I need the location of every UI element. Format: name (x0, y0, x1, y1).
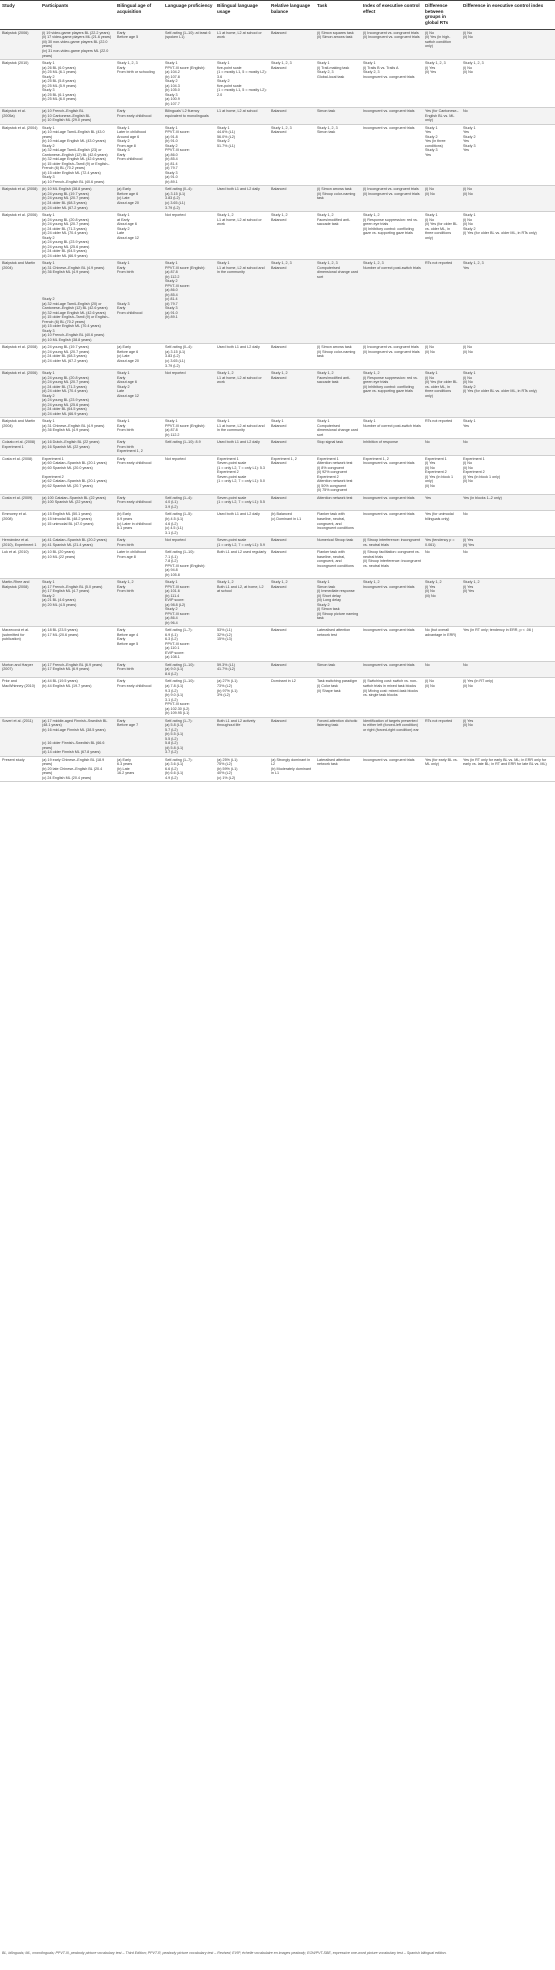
cell-language-usage: (a) 25% (L1) 75% (L2) (b) 59% (L1) 40% (L2) (c) 1% (L2) (215, 756, 269, 782)
cell-study: Bialystok et al. (2005a) (0, 108, 40, 125)
cell-participants: Study 1 (a) 31 Chinese–English BL (4.9 years) (b) 36 English ML (4.9 years) Study 2 (a) 32 mid-age Tamil–English (20) or Cantonese–English (12) BL (42.6 years) (b) 32 mid-age English ML (42.6 years) (c) 15 older English–Tamil (9) or English–French (6) BL (70.2 years) (d) 15 older English ML (70.4 years) Study 3 (a) 10 French–English BL (40.6 years) (b) 10 ML English (38.8 years) (40, 260, 115, 344)
cell-language-usage: L1 at home, L2 at school or work (215, 29, 269, 59)
cell-language-proficiency: Not reported (163, 212, 215, 260)
cell-executive-control-difference: Yes (in RT only for early BL vs. ML; in ERR only for early vs. late BL; in RT and ERR for late BL vs. ML) (461, 756, 555, 782)
cell-task: Study 1, 2 Faces/modified anti-saccade task (315, 212, 361, 260)
cell-executive-control-difference: Study 1, 2, 3 (i) No (ii) No (461, 60, 555, 108)
cell-language-usage: Used both L1 and L2 daily (215, 511, 269, 537)
cell-study: Emmorey et al. (2008) (0, 511, 40, 537)
cell-participants: (a) 18 BL (23.5 years) (b) 17 ML (20.6 years) (40, 627, 115, 662)
cell-executive-control-difference: Study 1 (i) No (ii) No Study 2 (i) Yes (for older BL vs. older ML, in RTs only) (461, 212, 555, 260)
table-body (0, 29, 555, 781)
cell-executive-control-index: Incongruent vs. congruent trials (361, 511, 423, 537)
cell-global-rt-difference: (i) No (ii) Yes (in high-switch condition only) (423, 29, 461, 59)
cell-executive-control-index: Study 1, 2 (i) Response suppression: red vs. green eye trials (ii) Inhibitory control: conflicting gaze vs. supporting gaze trials (361, 212, 423, 260)
cell-global-rt-difference: Yes (tendency p = 0.061) (423, 537, 461, 549)
cell-global-rt-difference: Yes (for Cantonese–English BL vs. ML only) (423, 108, 461, 125)
cell-language-balance: Balanced (269, 549, 315, 579)
cell-executive-control-difference: No (461, 661, 555, 678)
cell-task: Stop signal task (315, 439, 361, 456)
cell-executive-control-difference: (i) Yes (in RT only) (ii) No (461, 678, 555, 717)
header-executive-control-difference: Difference in executive control index (461, 1, 555, 30)
cell-language-usage: Study 1, 2 L1 at home, L2 at school or work (215, 370, 269, 418)
cell-age-of-acquisition: Study 1 at Early About age 6 Study 2 Late About age 12 (115, 212, 163, 260)
cell-study: Bialystok et al. (2006) (0, 370, 40, 418)
table-row (0, 678, 555, 717)
cell-executive-control-difference: Yes (in RT only; tendency in ERR, p < .06 ) (461, 627, 555, 662)
cell-participants: (a) 24 young BL (19.7 years) (b) 24 young ML (20.7 years) (c) 24 older BL (68.3 years) (d) 24 older ML (67.2 years) (40, 344, 115, 370)
studies-table (0, 0, 555, 782)
cell-language-balance: Balanced (269, 661, 315, 678)
cell-task: (i) Simon arrows task (ii) Stroop color-naming task (315, 344, 361, 370)
cell-participants: (a) 16 Dutch–English BL (22 years) (b) 16 Spanish ML (22 years) (40, 439, 115, 456)
cell-task: Lateralised attention network task (315, 756, 361, 782)
cell-language-proficiency: Self-rating (1–10): 7.1 (L1) 7.8 (L2) PPVT-III score (English): (a) 94.8 (b) 105.8 (163, 549, 215, 579)
cell-participants: (a) 15 English ML (50.1 years) (b) 15 bimodal BL (48.2 years) (c) 15 unimodal BL (47.0 years) (40, 511, 115, 537)
cell-executive-control-index: Identification of targets presented to either left (forced-left condition) or right (forced-right condition) ear (361, 717, 423, 756)
cell-language-proficiency: Self-rating (1–10): at least 6 (spoken L1) (163, 29, 215, 59)
cell-language-usage: Study 1 five-point scale (1 = mostly L1, 5 = mostly L2): 3.6 Study 2 five-point scale (1 = mostly L1, 5 = mostly L2): 2.0 (215, 60, 269, 108)
table-row (0, 549, 555, 579)
cell-language-balance: Study 1 Balanced (269, 418, 315, 439)
cell-study: Soveri et al. (2011) (0, 717, 40, 756)
cell-global-rt-difference: (i) No (ii) No (423, 344, 461, 370)
cell-task: (i) Simon squares task (ii) Simon arrows task (315, 29, 361, 59)
table-row (0, 717, 555, 756)
cell-executive-control-index: Incongruent vs. congruent trials (361, 124, 423, 186)
cell-language-balance: Dominant in L2 (269, 678, 315, 717)
cell-study: Marzecová et al. (submitted for publication) (0, 627, 40, 662)
cell-participants: (a) 17 French–English BL (6.9 years) (b) 17 English ML (6.9 years) (40, 661, 115, 678)
cell-global-rt-difference: No (but overall advantage in ERR) (423, 627, 461, 662)
table-footnote: BL, bilinguals; ML, monolinguals; PPVT-III, peabody picture vocabulary test – Third Edition; PPVT-R, peabody picture vocabulary test – Revised; EVIP, échelle vocabulaire en images peabody; EOWPVT-SBE, expressive one-word picture vocabulary test – Spanish bilingual edition. (2, 1951, 447, 1955)
cell-language-proficiency: Self-rating (1–7): 6.9 (L1) 6.3 (L2) PPVT-III score: (a) 110.1 EVIP score: (a) 108.1 (163, 627, 215, 662)
cell-language-usage: Seven-point scale (1 = only L2, 7 = only L1): 5.5 (215, 494, 269, 511)
cell-participants: (a) 100 Catalan–Spanish BL (22 years) (b) 100 Spanish ML (22 years) (40, 494, 115, 511)
cell-global-rt-difference: RTs not reported (423, 418, 461, 439)
header-language-proficiency: Language proficiency (163, 1, 215, 30)
cell-participants: (a) 17 middle-aged Finnish–Swedish BL (48.1 years) (b) 16 mid-age Finnish ML (38.5 years) (c) 16 older Finnish–Swedish BL (66.6 years) (d) 14 older Finnish ML (67.8 years) (40, 717, 115, 756)
cell-study: Colzato et al. (2008) Experiment 1 (0, 439, 40, 456)
cell-task: Simon task (315, 661, 361, 678)
cell-executive-control-index: (i) Stroop interference: incongruent vs. neutral trials (361, 537, 423, 549)
cell-age-of-acquisition: Early Before age 4 Early Before age 5 (115, 627, 163, 662)
cell-language-proficiency: Self-rating (1–7): (a) 5.8 (L1) 5.7 (L2) (b) 5.5 (L1) 5.5 (L2) 5.8 (L2) (d) 5.8 (L1) 3.7 (L2) (163, 717, 215, 756)
cell-language-usage: (a) 27% (L1) 73% (L2) (b) 97% (L1) 3% (L2) (215, 678, 269, 717)
cell-task: Lateralised attention network test (315, 627, 361, 662)
cell-global-rt-difference: Study 1, 2 (i) Yes (ii) No (iii) No (423, 579, 461, 627)
cell-executive-control-difference: Study 1 Yes Study 2 Yes Study 3 Yes (461, 124, 555, 186)
cell-task: (i) Simon arrows task (ii) Stroop color-naming task (315, 186, 361, 212)
cell-global-rt-difference: RTs not reported (423, 717, 461, 756)
cell-participants: (i) 19 video-game players BL (22.2 years) (ii) 17 video-game players ML (21.6 years) (iii) 30 non-video-game players BL (22.0 years) (iv) 31 non-video-game players ML (22.0 years) (40, 29, 115, 59)
cell-language-usage: Used both L1 and L2 daily (215, 439, 269, 456)
cell-task: Study 1, 2, 3 Computerised dimensional change card sort (315, 260, 361, 344)
cell-language-usage: Experiment 1 Seven-point scale (1 = only L2, 7 = only L1): 5.3 Experiment 2 Seven-point scale (1 = only L2, 7 = only L1): 5.0 (215, 455, 269, 494)
table-row (0, 108, 555, 125)
cell-task: Experiment 1 Attention network test (i) 8% congruent (ii) 92% congruent Experiment 2 Attention network test (i) 50% congruent (ii) 75% congruent (315, 455, 361, 494)
cell-study: Martin-Rhee and Bialystok (2008) (0, 579, 40, 627)
cell-executive-control-difference: Study 1, 2, 3 Yes (461, 260, 555, 344)
cell-language-proficiency: Study 1 PPVT-III score (English): (a) 87.8 (b) 112.2 Study 2 PPVT-III score: (a) 86.0 (b) 85.4 (c) 81.4 (d) 79.7 Study 3 (a) 91.0 (b) 89.1 (163, 260, 215, 344)
cell-global-rt-difference: Study 1 (i) No (ii) Yes (for older BL vs. older ML, in three conditions only) (423, 212, 461, 260)
table-row (0, 494, 555, 511)
cell-executive-control-index: Incongruent vs. congruent trials (361, 494, 423, 511)
cell-study: Bialystok (2006) (0, 29, 40, 59)
table-row (0, 579, 555, 627)
header-task: Task (315, 1, 361, 30)
cell-executive-control-difference: Yes (in blocks 1–2 only) (461, 494, 555, 511)
cell-language-usage: L1 at home, L2 at school (215, 108, 269, 125)
header-study: Study (0, 1, 40, 30)
header-participants: Participants (40, 1, 115, 30)
cell-language-balance: Balanced (269, 627, 315, 662)
cell-global-rt-difference: Experiment 1 (i) Yes (ii) No Experiment 2 (i) Yes (in block 1 only) (ii) No (423, 455, 461, 494)
cell-executive-control-difference: No (461, 511, 555, 537)
cell-study: Bialystok and Martin (2004) (0, 418, 40, 439)
cell-participants: (a) 10 French–English BL (b) 10 Cantonese–English BL (c) 10 English ML (29.0 years) (40, 108, 115, 125)
cell-age-of-acquisition: Study 1 Later in childhood Around age 6 Study 2 From age 8 Study 3 Early From childhood (115, 124, 163, 186)
cell-language-usage: Both L1 and L2 used regularly (215, 549, 269, 579)
cell-participants: (a) 10 BL (20 years) (b) 10 ML (22 years) (40, 549, 115, 579)
table-row (0, 60, 555, 108)
cell-language-usage: Study 1 L1 at home, L2 at school and in the community (215, 260, 269, 344)
cell-study: Present study (0, 756, 40, 782)
cell-age-of-acquisition: Early From early childhood (115, 678, 163, 717)
cell-language-usage: 53% (L1) 32% (L2) 15% (L3) (215, 627, 269, 662)
cell-task: Attention network test (315, 494, 361, 511)
table-row (0, 511, 555, 537)
cell-executive-control-difference: (i) No (ii) No (461, 186, 555, 212)
cell-language-proficiency: Self-rating (1–5): (b) 4.5 (L1) 4.6 (L2) (c) 4.5 (L1) 3.1 (L2) (163, 511, 215, 537)
table-row (0, 370, 555, 418)
cell-global-rt-difference: RTs not reported (423, 260, 461, 344)
cell-language-balance: Balanced (269, 108, 315, 125)
cell-participants: Study 1 (a) 24 young BL (20.8 years) (b) 24 young ML (20.7 years) (c) 24 older BL (71.3 years) (d) 24 older ML (70.4 years) Study 2 (a) 24 young BL (23.9 years) (b) 24 young ML (25.6 years) (c) 24 older BL (64.5 years) (d) 24 older ML (66.9 years) (40, 370, 115, 418)
cell-global-rt-difference: Yes (for early BL vs. ML only) (423, 756, 461, 782)
cell-language-proficiency: Study 1 PPVT-III score: (a) 91.8 (b) 91.0 Study 2 PPVT-III score: (a) 86.0 (b) 85.4 (c) 81.4 (d) 79.7 Study 3 (a) 91.0 (b) 89.1 (163, 124, 215, 186)
cell-language-balance: (a) Strongly dominant in L2 (b) Moderately dominant in L1 (269, 756, 315, 782)
cell-global-rt-difference: No (423, 549, 461, 579)
cell-language-balance: Study 1, 2 Balanced (269, 579, 315, 627)
cell-language-balance: Balanced (269, 717, 315, 756)
table-header-row (0, 1, 555, 30)
cell-participants: (a) 19 early Chinese–English BL (18.9 years) (b) 20 late Chinese–English BL (20.4 years) (c) 24 English ML (20.4 years) (40, 756, 115, 782)
cell-participants: (a) 44 BL (19.5 years) (b) 44 English ML (19.7 years) (40, 678, 115, 717)
table-row (0, 661, 555, 678)
cell-study: Costa et al. (2009) (0, 494, 40, 511)
cell-executive-control-difference: (i) No (ii) No (461, 29, 555, 59)
cell-global-rt-difference: Study 1 Yes Study 2 Yes (in three conditions) Study 3 Yes (423, 124, 461, 186)
cell-study: Hernández et al. (2010), Experiment 1 (0, 537, 40, 549)
cell-executive-control-index: Study 1, 2, 3 Number of correct post-switch trials (361, 260, 423, 344)
cell-study: Bialystok and Martin (2004) (0, 260, 40, 344)
cell-participants: Study 1 (a) 31 Chinese–English BL (4.9 years) (b) 36 English ML (4.9 years) (40, 418, 115, 439)
cell-language-proficiency: Self-rating (1–7): (a) 3.6 (L1) 6.6 (L2) (b) 6.6 (L1) 4.9 (L2) (163, 756, 215, 782)
cell-language-proficiency: Self-rating (1–10): 8.9 (163, 439, 215, 456)
table-row (0, 627, 555, 662)
cell-language-balance: Balanced (269, 186, 315, 212)
table-row (0, 212, 555, 260)
cell-executive-control-index: Incongruent vs. congruent trials (361, 661, 423, 678)
cell-language-usage: Used both L1 and L2 daily (215, 344, 269, 370)
cell-global-rt-difference: No (423, 661, 461, 678)
cell-global-rt-difference: No (423, 439, 461, 456)
cell-executive-control-index: Study 1, 2 Incongruent vs. congruent trials (361, 579, 423, 627)
cell-language-balance: (b) Balanced (c) Dominant in L1 (269, 511, 315, 537)
cell-age-of-acquisition: Study 1, 2 Early From birth (115, 579, 163, 627)
cell-language-balance: Study 1, 2 Balanced (269, 212, 315, 260)
table-row (0, 455, 555, 494)
cell-language-proficiency: Study 1 PPVT-III score (English): (a) 87.8 (b) 112.2 (163, 418, 215, 439)
cell-age-of-acquisition: Early From birth (115, 661, 163, 678)
cell-study: Bialystok et al. (2004) (0, 124, 40, 186)
cell-language-proficiency: Self-rating (0–4): (a) 3.15 (L1) 3.83 (L2) (c) 3.65 (L1) 3.79 (L2) (163, 186, 215, 212)
header-language-balance: Relative language balance (269, 1, 315, 30)
cell-executive-control-index: Study 1 Number of correct post-switch trials (361, 418, 423, 439)
cell-language-balance: Study 1, 2, 3 Balanced (269, 124, 315, 186)
cell-language-proficiency: Self-rating (1–4): 4.0 (L1) 3.9 (L2) (163, 494, 215, 511)
cell-age-of-acquisition: Early From birth (115, 537, 163, 549)
table-row (0, 260, 555, 344)
cell-task: Study 1 Simon task (i) Immediate response (ii) Short delay (iii) Long delay Study 2 (i) Simon task (ii) Stroop picture naming task (315, 579, 361, 627)
cell-task: Study 1 Computerised dimensional change card sort (315, 418, 361, 439)
header-age-of-acquisition: Bilingual age of acquisition (115, 1, 163, 30)
cell-age-of-acquisition: (b) Early 0.9 years (c) Later in childhood 6.1 years (115, 511, 163, 537)
cell-language-proficiency: Self-rating (0–4): (a) 3.15 (L1) 3.83 (L2) (c) 3.65 (L1) 3.79 (L2) (163, 344, 215, 370)
cell-age-of-acquisition: (a) Early 6.3 years (b) Late 16.2 years (115, 756, 163, 782)
cell-language-usage: Study 1, 2 L1 at home, L2 at school or work (215, 212, 269, 260)
cell-language-balance: Balanced (269, 494, 315, 511)
cell-language-usage: Study 1 44.6% (L1) 56.0% (L2) Study 2 51.7% (L1) (215, 124, 269, 186)
cell-global-rt-difference: (i) No (ii) No (423, 678, 461, 717)
cell-task: Forced-attention dichotic listening task (315, 717, 361, 756)
cell-executive-control-difference: Study 1, 2 (i) Yes (ii) Yes (461, 579, 555, 627)
cell-age-of-acquisition: Early From early childhood (115, 108, 163, 125)
cell-language-balance: Balanced (269, 439, 315, 456)
cell-age-of-acquisition: Early From early childhood (115, 455, 163, 494)
cell-executive-control-index: Incongruent vs. congruent trials (361, 627, 423, 662)
cell-language-balance: Study 1, 2, 3 Balanced (269, 260, 315, 344)
cell-language-balance: Balanced (269, 344, 315, 370)
cell-participants: Experiment 1 (a) 60 Catalan–Spanish BL (20.1 years) (b) 60 Spanish ML (20.0 years) Experiment 2 (a) 62 Catalan–Spanish BL (20.1 years) (b) 62 Spanish ML (20.7 years) (40, 455, 115, 494)
cell-language-proficiency: Study 1 PPVT-III score: (a) 101.6 (b) 111.4 EVIP score: (a) 98.8 (L2) Study 2 PPVT-III score: (a) 86.4 (b) 96.4 (163, 579, 215, 627)
cell-study: Bialystok et al. (2008) (0, 344, 40, 370)
cell-executive-control-difference: Study 1 Yes (461, 418, 555, 439)
cell-executive-control-difference: Study 1 (i) No (ii) No Study 2 (i) Yes (for older BL vs. older ML, in RTs only) (461, 370, 555, 418)
cell-participants: (b) 10 ML English (38.8 years) (a) 24 young BL (19.7 years) (b) 24 young ML (20.7 years) (c) 24 older BL (68.3 years) (d) 24 older ML (67.2 years) (40, 186, 115, 212)
cell-global-rt-difference: Yes (423, 494, 461, 511)
cell-language-usage: Both L1 and L2 actively throughout life (215, 717, 269, 756)
cell-task: Numerical Stroop task (315, 537, 361, 549)
cell-participants: Study 1 (a) 26 BL (6.0 years) (b) 25 ML (6.1 years) Study 2 (a) 25 BL (5.8 years) (b) 25 ML (5.9 years) Study 3 (a) 25 BL (6.1 years) (b) 25 ML (6.0 years) (40, 60, 115, 108)
cell-participants: Study 1 (a) 17 French–English BL (5.0 years) (b) 17 English ML (4.7 years) Study 2 (a) 21 BL (4.6 years) (b) 20 ML (4.5 years) (40, 579, 115, 627)
cell-participants: Study 1 (a) 10 mid-age Tamil–English BL (43.0 years) (b) 10 mid-age English ML (43.0 years) Study 2 (a) 32 mid-age Tamil–English (23) or Cantonese–English (12) BL (42.6 years) (b) 32 mid-age English ML (42.6 years) (c) 15 older English–Tamil (9) or English–French (6) BL (70.2 years) (d) 15 older English ML (72.4 years) Study 3 (a) 10 French–English BL (40.6 years) (40, 124, 115, 186)
cell-task: Flanker task with baseline, neutral, congruent, and incongruent conditions (315, 511, 361, 537)
cell-language-usage: Study 1, 2 Both L1 and L2, at home, L2 at school (215, 579, 269, 627)
cell-study: Bialystok et al. (2008) (0, 186, 40, 212)
cell-language-balance: Experiment 1, 2 Balanced (269, 455, 315, 494)
cell-executive-control-index: Incongruent vs. congruent trials (361, 756, 423, 782)
cell-language-proficiency: Not reported (163, 537, 215, 549)
cell-study: Bialystok (2010) (0, 60, 40, 108)
table-row (0, 537, 555, 549)
cell-language-proficiency: Self-rating (1–10): (a) 9.0 (L1) 8.6 (L2) (163, 661, 215, 678)
cell-age-of-acquisition: Later in childhood From age 8 (115, 549, 163, 579)
cell-executive-control-index: (i) Incongruent vs. congruent trials (ii) Incongruent vs. congruent trials (361, 344, 423, 370)
cell-task: Study 1, 2, 3 Simon task (315, 124, 361, 186)
cell-task: Study 1 (i) Trail-making task Study 2, 3 Global-local task (315, 60, 361, 108)
cell-language-proficiency: Bilinguals' L2 fluency equivalent to monolinguals (163, 108, 215, 125)
cell-executive-control-index: (i) Stroop facilitation: congruent vs. neutral trials (ii) Stroop interference: incongruent vs. neutral trials (361, 549, 423, 579)
cell-executive-control-index: Study 1 (i) Trails B vs. Trails A Study 2, 3 Incongruent vs. congruent trials (361, 60, 423, 108)
cell-global-rt-difference: Study 1 (i) No (ii) Yes (for older BL vs. older ML, in three conditions only) (423, 370, 461, 418)
cell-participants: (a) 41 Catalan–Spanish BL (20.2 years) (b) 41 Spanish ML (21.4 years) (40, 537, 115, 549)
cell-global-rt-difference: Yes (for unimodal bilinguals only) (423, 511, 461, 537)
cell-age-of-acquisition: Early From birth Experiment 1, 2 (115, 439, 163, 456)
cell-executive-control-index: (i) Incongruent vs. congruent trials (ii) Incongruent vs. congruent trials (361, 186, 423, 212)
cell-language-balance: Balanced (269, 29, 315, 59)
cell-executive-control-difference: No (461, 439, 555, 456)
cell-task: Simon task (315, 108, 361, 125)
cell-executive-control-index: Experiment 1, 2 Incongruent vs. congruent trials (361, 455, 423, 494)
header-executive-control-index: Index of executive control effect (361, 1, 423, 30)
cell-executive-control-index: Incongruent vs. congruent trials (361, 108, 423, 125)
cell-executive-control-index: (i) Switching cost: switch vs. non-switch trials in mixed task blocks (ii) Mixing cost: mixed-task blocks vs. single task blocks (361, 678, 423, 717)
cell-language-usage: Study 1 L1 at home, L2 at school and in the community (215, 418, 269, 439)
table-row (0, 439, 555, 456)
cell-language-usage: Seven-point scale (1 = only L2, 7 = only L1): 5.9 (215, 537, 269, 549)
cell-executive-control-index: Study 1, 2 (i) Response suppression: red vs. green eye trials (ii) Inhibitory control: conflicting gaze vs. supporting gaze trials (361, 370, 423, 418)
cell-global-rt-difference: Study 1, 2, 3 (i) Yes (ii) Yes (423, 60, 461, 108)
cell-language-balance: Balanced (269, 537, 315, 549)
cell-language-proficiency: Not reported (163, 370, 215, 418)
cell-study: Bialystok et al. (2006) (0, 212, 40, 260)
table-row (0, 344, 555, 370)
cell-language-balance: Study 1, 2 Balanced (269, 370, 315, 418)
cell-study: Morton and Harper (2007) (0, 661, 40, 678)
cell-task: Study 1, 2 Faces/modified anti-saccade task (315, 370, 361, 418)
cell-age-of-acquisition: (a) Early Before age 6 (c) Late About age 20 (115, 344, 163, 370)
cell-age-of-acquisition: Study 1 Early From birth Study 3 Early From childhood (115, 260, 163, 344)
cell-age-of-acquisition: Early Before age 5 (115, 29, 163, 59)
cell-study: Prior and MacWhinney (2010) (0, 678, 40, 717)
table-row (0, 418, 555, 439)
cell-executive-control-difference: (i) Yes (ii) No (461, 717, 555, 756)
cell-task: Task switching paradigm (i) Color task (ii) Shape task (315, 678, 361, 717)
cell-executive-control-difference: Experiment 1 (i) No (ii) No Experiment 2 (i) Yes (in block 1 only) (ii) No (461, 455, 555, 494)
table-row (0, 186, 555, 212)
cell-age-of-acquisition: Study 1 Early From birth (115, 418, 163, 439)
header-language-usage: Bilingual language usage (215, 1, 269, 30)
cell-age-of-acquisition: Early Before age 7 (115, 717, 163, 756)
cell-executive-control-index: (i) Incongruent vs. congruent trials (ii) Incongruent vs. congruent trials (361, 29, 423, 59)
cell-study: Luk et al. (2010) (0, 549, 40, 579)
cell-language-balance: Study 1, 2, 3 Balanced (269, 60, 315, 108)
cell-language-usage: 59.3% (L1) 41.7% (L2) (215, 661, 269, 678)
table-row (0, 124, 555, 186)
cell-age-of-acquisition: Study 1 Early About age 6 Study 2 Late About age 12 (115, 370, 163, 418)
cell-age-of-acquisition: Study 1, 2, 3 Early From birth or schooling (115, 60, 163, 108)
cell-executive-control-index: Inhibition of response (361, 439, 423, 456)
cell-age-of-acquisition: (a) Early Before age 6 (c) Late About age 20 (115, 186, 163, 212)
cell-executive-control-difference: (i) No (ii) No (461, 344, 555, 370)
cell-executive-control-difference: No (461, 549, 555, 579)
cell-language-proficiency: Not reported (163, 455, 215, 494)
table-row (0, 29, 555, 59)
header-global-rt-difference: Difference between groups in global RTs (423, 1, 461, 30)
cell-language-proficiency: Self-rating (1–10): (a) 7.8 (L1) 9.3 (L2) (b) 9.0 (L1) 3.1 (L2) PPVT-III score: (a) 102.30 (L2) (b) 109.95 (L1) (163, 678, 215, 717)
table-row (0, 756, 555, 782)
cell-language-usage: Used both L1 and L2 daily (215, 186, 269, 212)
cell-participants: Study 1 (a) 24 young BL (20.8 years) (b) 24 young ML (20.7 years) (c) 24 older BL (71.3 years) (d) 24 older ML (70.4 years) Study 2 (a) 24 young BL (23.9 years) (b) 24 young ML (25.6 years) (c) 24 older BL (64.5 years) (d) 24 older ML (66.9 years) (40, 212, 115, 260)
cell-global-rt-difference: (i) No (ii) No (423, 186, 461, 212)
cell-task: Flanker task with baseline, neutral, congruent, and incongruent conditions (315, 549, 361, 579)
cell-study: Costa et al. (2008) (0, 455, 40, 494)
cell-language-proficiency: Study 1 PPVT-III score (English): (a) 104.2 (b) 107.8 Study 2 (a) 104.3 (b) 105.0 Study 3 (a) 100.9 (b) 107.7 (163, 60, 215, 108)
cell-executive-control-difference: No (461, 108, 555, 125)
cell-age-of-acquisition: Early From early childhood (115, 494, 163, 511)
cell-executive-control-difference: (i) Yes (ii) Yes (461, 537, 555, 549)
